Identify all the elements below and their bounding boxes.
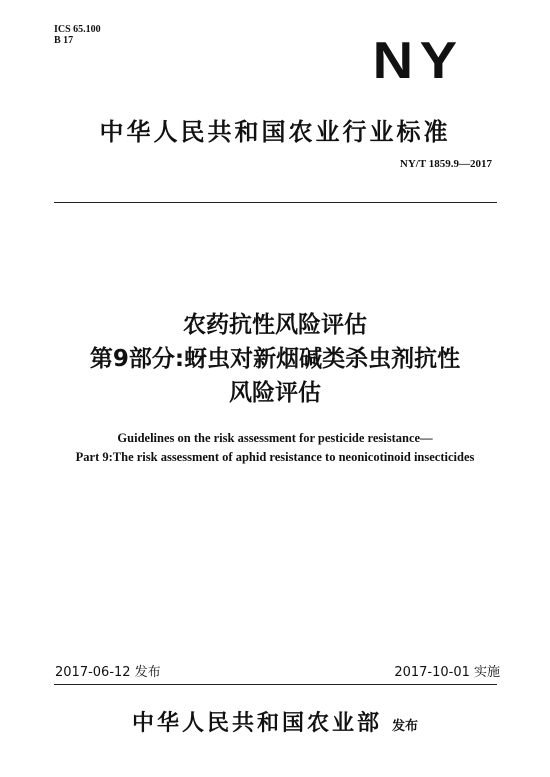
footer-divider bbox=[54, 684, 497, 685]
ccs-code: B 17 bbox=[54, 35, 74, 46]
english-title-line-1: Guidelines on the risk assessment for pesticide resistance— bbox=[117, 431, 433, 445]
english-title-line-2: Part 9:The risk assessment of aphid resistance to neonicotinoid insecticides bbox=[75, 450, 475, 464]
header-divider bbox=[54, 202, 497, 203]
issuer-name: 中华人民共和国农业部 bbox=[131, 711, 382, 736]
english-title bbox=[0, 429, 550, 467]
publish-date: 2017-06-12 发布 bbox=[55, 665, 161, 680]
standard-number: NY/T 1859.9—2017 bbox=[399, 158, 492, 170]
ics-code: ICS 65.100 bbox=[54, 24, 101, 35]
chinese-title-line-1: 农药抗性风险评估 bbox=[183, 312, 367, 338]
ny-logo-text: NY bbox=[372, 32, 464, 90]
implement-date: 2017-10-01 实施 bbox=[394, 665, 500, 680]
chinese-title bbox=[0, 308, 550, 410]
chinese-title-line-2: 第9部分:蚜虫对新烟碱类杀虫剂抗性 bbox=[89, 346, 461, 372]
standard-category: 中华人民共和国农业行业标准 bbox=[99, 118, 451, 146]
issuer-suffix: 发布 bbox=[392, 719, 419, 734]
classification-codes bbox=[54, 24, 101, 46]
chinese-title-line-3: 风险评估 bbox=[229, 380, 321, 406]
ny-logo bbox=[372, 32, 464, 90]
issuer bbox=[0, 706, 550, 737]
